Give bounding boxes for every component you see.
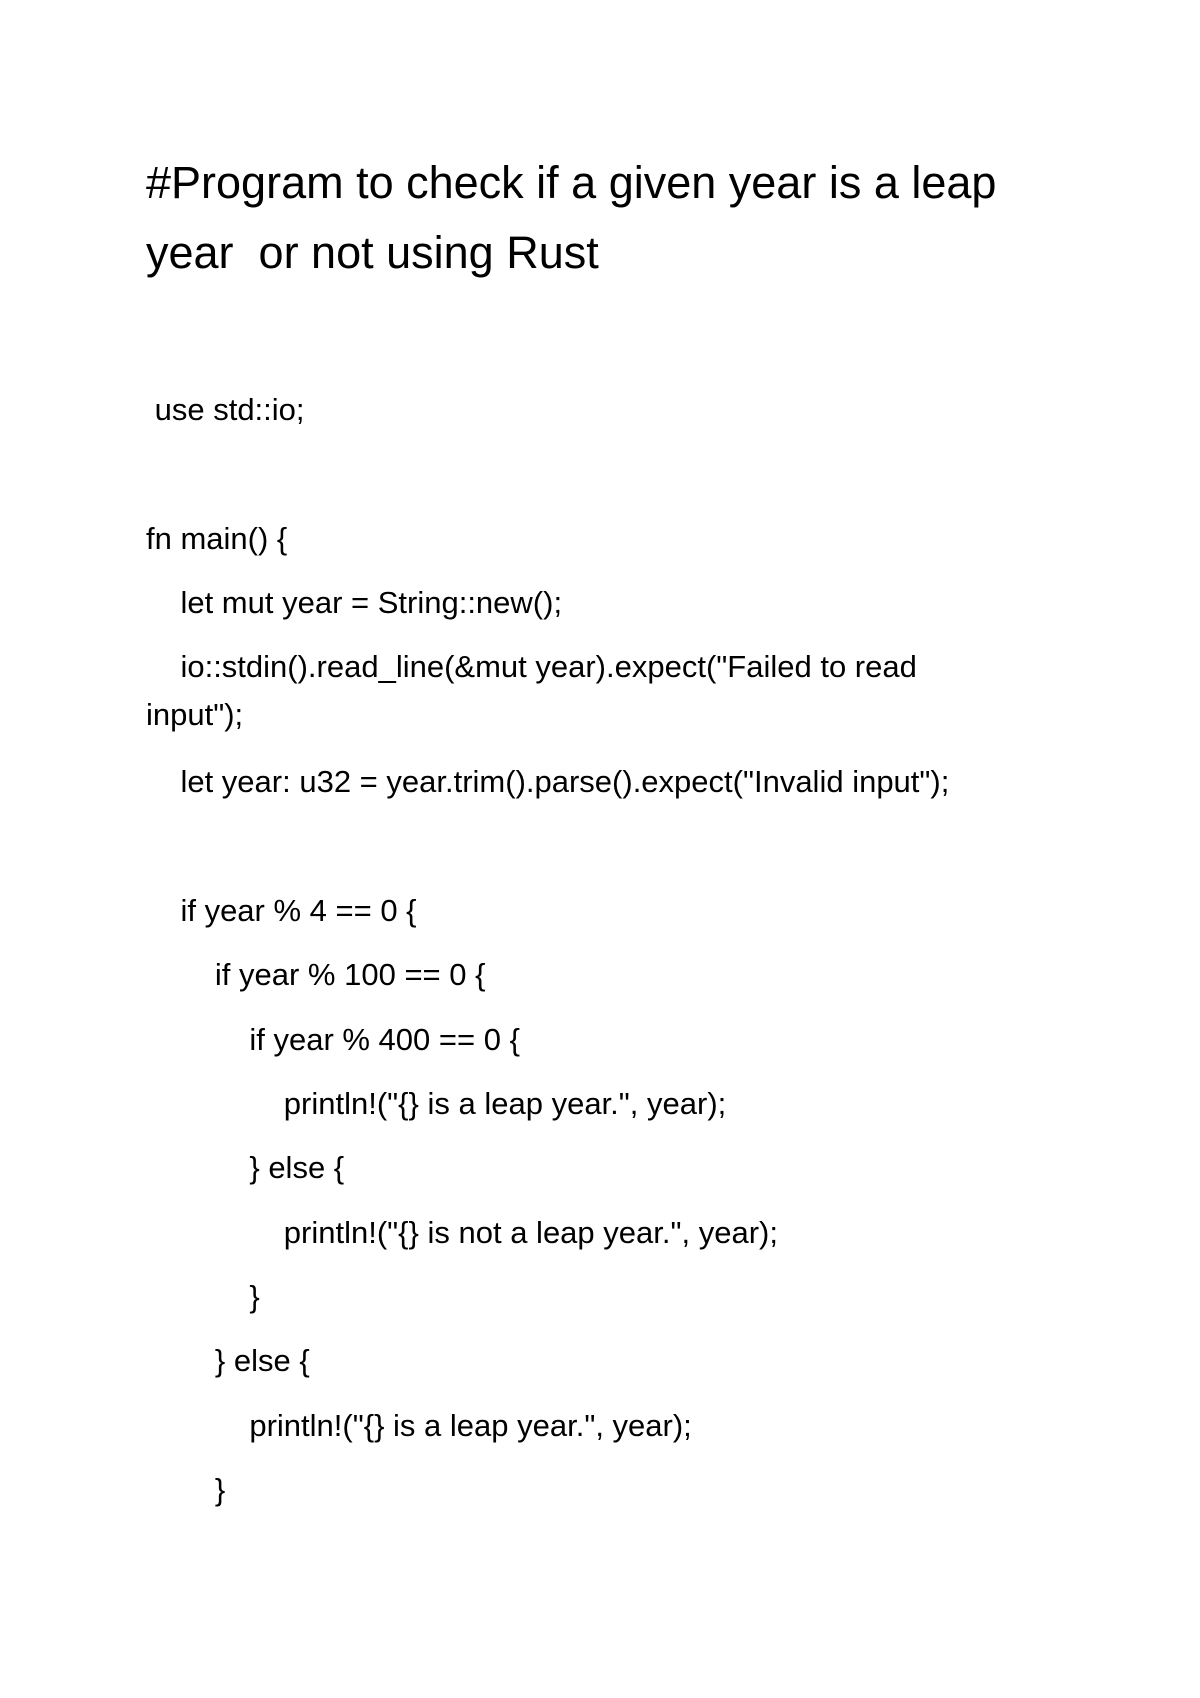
code-line-let-mut-year: let mut year = String::new(); [146, 585, 563, 620]
code-line-parse-year: let year: u32 = year.trim().parse().expect("Invalid input"); [146, 764, 950, 799]
code-line-println-leap-2: println!("{} is a leap year.", year); [146, 1408, 692, 1443]
code-line-use: use std::io; [146, 392, 305, 427]
code-line-close-middle: } [146, 1472, 226, 1507]
code-line-else-inner: } else { [146, 1150, 345, 1185]
code-line-if-mod-400: if year % 400 == 0 { [146, 1022, 520, 1057]
code-line-if-mod-4: if year % 4 == 0 { [146, 893, 417, 928]
code-line-close-inner: } [146, 1279, 260, 1314]
code-line-println-not-leap: println!("{} is not a leap year.", year); [146, 1215, 778, 1250]
code-line-else-middle: } else { [146, 1343, 310, 1378]
code-line-read-line: io::stdin().read_line(&mut year).expect("Failed to read input"); [146, 649, 926, 732]
code-line-println-leap-1: println!("{} is a leap year.", year); [146, 1086, 727, 1121]
code-line-fn-main: fn main() { [146, 521, 288, 556]
code-line-if-mod-100: if year % 100 == 0 { [146, 957, 486, 992]
document-title: #Program to check if a given year is a leap year or not using Rust [146, 157, 1009, 278]
